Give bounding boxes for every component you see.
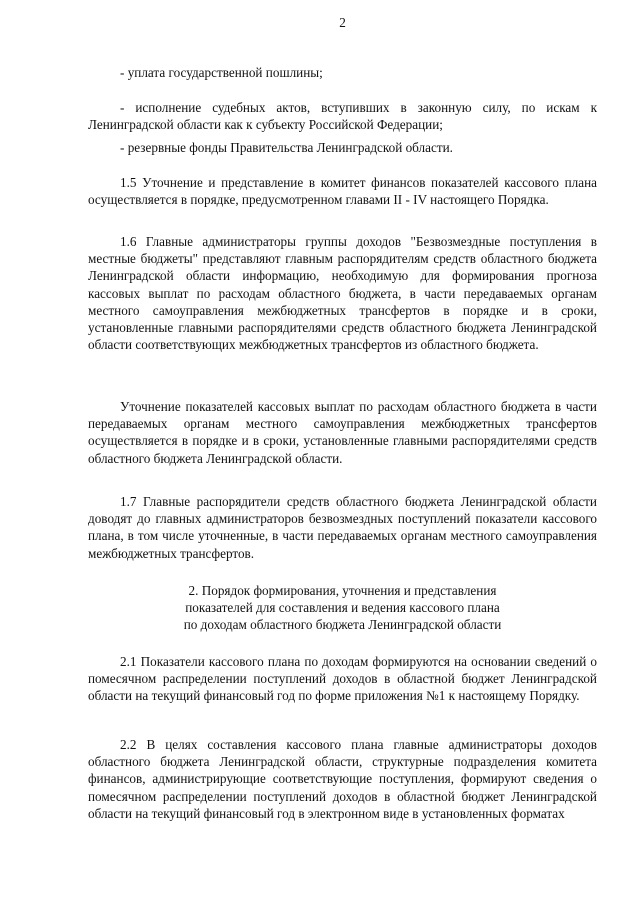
- paragraph-1-7: 1.7 Главные распорядители средств областного бюджета Ленинградской области доводят до главных администраторов безвозмездных поступлений показатели кассового плана, в том числе уточненные, в части передаваемых органам местного самоуправления межбюджетных трансфертов.: [88, 494, 597, 561]
- paragraph-2-1: 2.1 Показатели кассового плана по доходам формируются на основании сведений о помесячном распределении поступлений доходов в областной бюджет Ленинградской области на текущий финансовый год по форме приложения №1 к настоящему Порядку.: [88, 654, 597, 704]
- section-heading-line-3: по доходам областного бюджета Ленинградской области: [183, 617, 502, 633]
- paragraph-2-2: 2.2 В целях составления кассового плана главные администраторы доходов областного бюджета Ленинградской области, структурные подразделения комитета финансов, администрирующие соответствующие поступления, формируют сведения о помесячном распределении поступлений доходов в областной бюджет Ленинградской области на текущий финансовый год в электронном виде в установленных форматах: [88, 737, 597, 821]
- list-item-state-duty: - уплата государственной пошлины;: [120, 65, 323, 80]
- section-heading-line-2: показателей для составления и ведения кассового плана: [185, 600, 500, 616]
- section-heading: [88, 582, 597, 634]
- paragraph-1-6: 1.6 Главные администраторы группы доходов "Безвозмездные поступления в местные бюджеты" представляют главным распорядителям средств областного бюджета Ленинградской области информацию, необходимую для формирования прогноза кассовых выплат по расходам областного бюджета, в части передаваемых органам местного самоуправления межбюджетных трансфертов в порядке и в сроки, установленные главными распорядителями средств областного бюджета Ленинградской области соответствующих межбюджетных трансфертов из областного бюджета.: [88, 234, 597, 353]
- list-item-court-acts: - исполнение судебных актов, вступивших в законную силу, по искам к Ленинградской области как к субъекту Российской Федерации;: [88, 100, 597, 133]
- section-heading-line-1: 2. Порядок формирования, уточнения и представления: [188, 583, 497, 598]
- paragraph-cash-payments: Уточнение показателей кассовых выплат по расходам областного бюджета в части передаваемых органам местного самоуправления межбюджетных трансфертов осуществляется в порядке и в сроки, установленные главными распорядителями средств областного бюджета Ленинградской области.: [88, 399, 597, 466]
- list-item-reserve-funds: - резервные фонды Правительства Ленинградской области.: [120, 140, 453, 155]
- page-number: 2: [339, 15, 346, 30]
- paragraph-1-5: 1.5 Уточнение и представление в комитет финансов показателей кассового плана осуществляется в порядке, предусмотренном главами II - IV настоящего Порядка.: [88, 175, 597, 208]
